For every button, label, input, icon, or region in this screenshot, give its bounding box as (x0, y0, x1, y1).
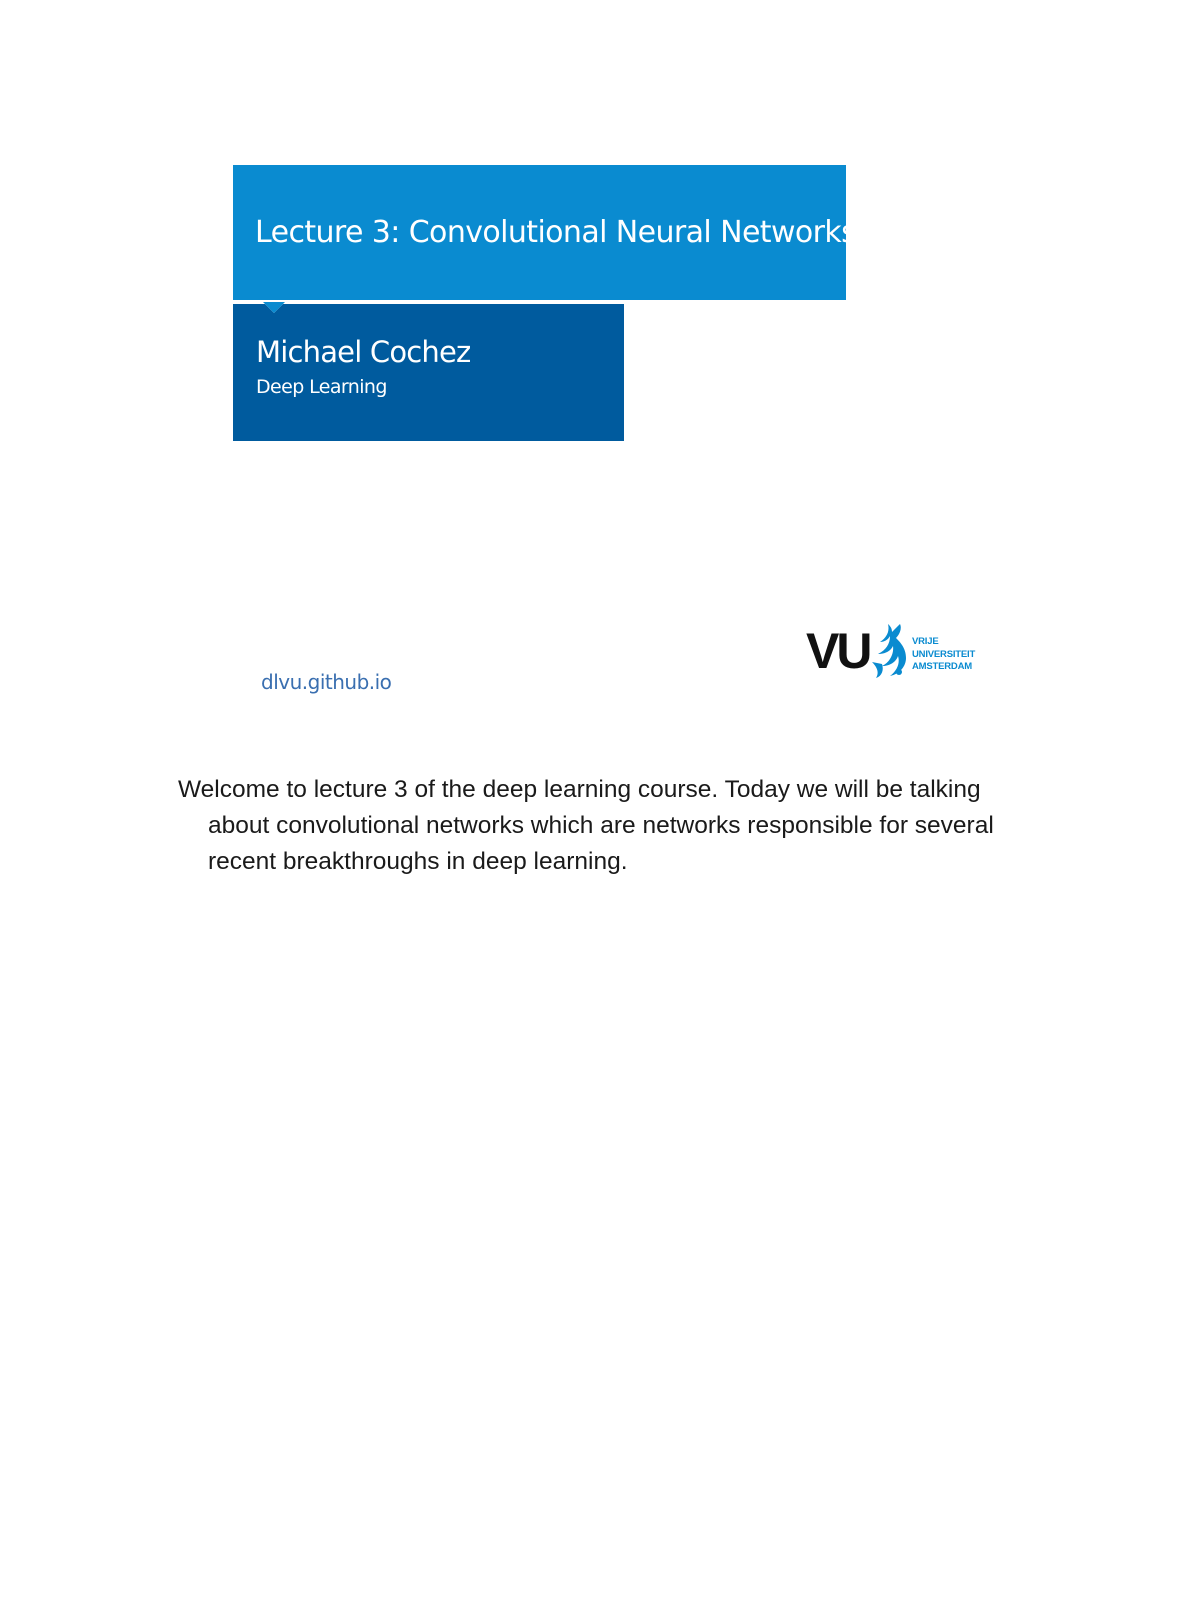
vu-logo (806, 622, 976, 682)
slide-author-box (233, 304, 624, 441)
logo-line-3: AMSTERDAM (912, 661, 972, 672)
logo-mark: VU (806, 623, 870, 679)
course-name: Deep Learning (256, 376, 387, 398)
logo-line-2: UNIVERSITEIT (912, 648, 976, 660)
author-name: Michael Cochez (256, 335, 471, 369)
speaker-notes-text: Welcome to lecture 3 of the deep learning course. Today we will be talking about convolutional networks which are networks responsible for several recent breakthroughs in deep learning. (178, 776, 994, 875)
slide-title-box (233, 165, 857, 300)
speaker-notes (178, 772, 1038, 880)
logo-line-1: VRIJE (912, 636, 939, 647)
slide-title: Lecture 3: Convolutional Neural Networks (255, 215, 857, 250)
course-url: dlvu.github.io (261, 670, 392, 694)
griffin-icon (866, 622, 910, 682)
logo-wordmark (912, 636, 975, 674)
callout-notch (263, 302, 285, 313)
